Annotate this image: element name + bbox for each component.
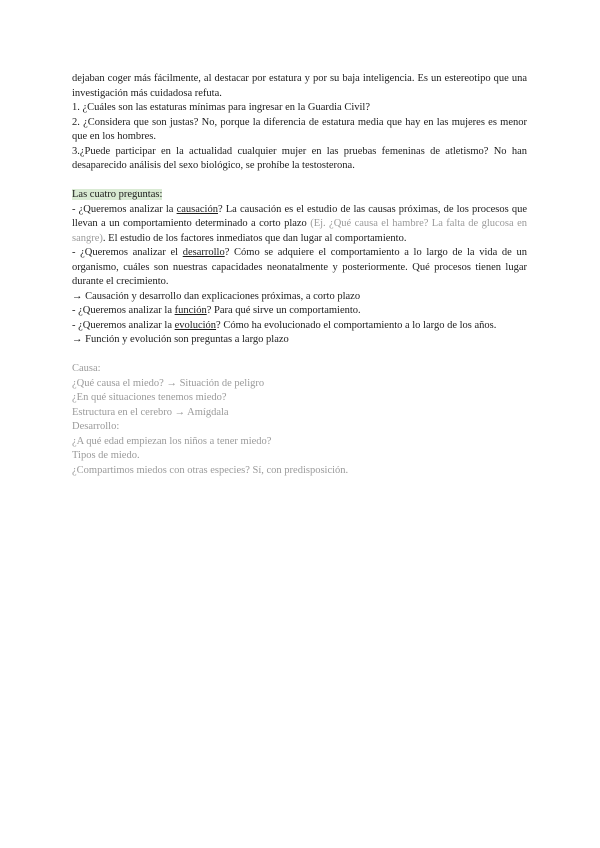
document-body: [72, 72, 527, 478]
arrow-note-2: → Función y evolución son preguntas a largo plazo: [72, 334, 289, 345]
example-line: Causa:: [72, 363, 101, 374]
example-line: Desarrollo:: [72, 421, 120, 432]
arrow-note-1: → Causación y desarrollo dan explicaciones próximas, a corto plazo: [72, 290, 361, 302]
example-line: Tipos de miedo.: [72, 450, 140, 461]
evolucion-text: ? Cómo ha evolucionado el comportamiento a lo largo de los años.: [216, 319, 497, 331]
desarrollo-item: [72, 246, 527, 290]
evolucion-prefix: - ¿Queremos analizar la: [72, 319, 175, 331]
spacer: [72, 174, 527, 189]
question-3: 3.¿Puede participar en la actualidad cualquier mujer en las pruebas femeninas de atletismo? No han desaparecido análisis del sexo biológico, se prohíbe la testosterona.: [72, 145, 527, 171]
question-2: 2. ¿Considera que son justas? No, porque la diferencia de estatura media que hay en las mujeres es menor que en los hombres.: [72, 116, 527, 142]
highlighted-heading: Las cuatro preguntas:: [72, 189, 163, 200]
funcion-prefix: - ¿Queremos analizar la: [72, 305, 175, 316]
causacion-end: . El estudio de los factores inmediatos que dan lugar al comportamiento.: [102, 232, 407, 244]
example-line: ¿En qué situaciones tenemos miedo?: [72, 392, 227, 403]
causacion-example: (Ej. ¿Qué causa el hambre? La falta de glucosa en sangre): [72, 218, 527, 244]
spacer: [72, 348, 527, 363]
example-line: ¿A qué edad empiezan los niños a tener miedo?: [72, 435, 272, 447]
causacion-prefix: - ¿Queremos analizar la: [72, 203, 177, 215]
causacion-text: ? La causación es el estudio de las causas próximas, de los procesos que llevan a un comportamiento determinado a corto plazo: [72, 203, 527, 229]
example-line: Estructura en el cerebro → Amígdala: [72, 406, 229, 418]
evolucion-term: evolución: [174, 319, 217, 331]
funcion-item: [72, 304, 527, 319]
desarrollo-prefix: - ¿Queremos analizar el: [72, 247, 183, 258]
causacion-term: causación: [176, 203, 218, 215]
intro-paragraph: dejaban coger más fácilmente, al destacar por estatura y por su baja inteligencia. Es un estereotipo que una investigación más cuidadosa refuta.: [72, 73, 527, 99]
section-heading: [72, 188, 527, 203]
example-line: ¿Compartimos miedos con otras especies? Sí, con predisposición.: [72, 464, 349, 476]
funcion-term: función: [174, 305, 207, 316]
causacion-item: [72, 203, 527, 247]
desarrollo-term: desarrollo: [182, 247, 225, 258]
example-line: ¿Qué causa el miedo? → Situación de peligro: [72, 377, 265, 389]
example-block: [72, 362, 527, 478]
desarrollo-text: ? Cómo se adquiere el comportamiento a lo largo de la vida de un organismo, cuáles son nuestras capacidades neonatalmente y posteriormente. Qué procesos tienen lugar durante el crecimiento.: [72, 247, 527, 287]
evolucion-item: [72, 319, 527, 334]
funcion-text: ? Para qué sirve un comportamiento.: [206, 305, 361, 316]
question-1: 1. ¿Cuáles son las estaturas mínimas para ingresar en la Guardia Civil?: [72, 102, 370, 113]
